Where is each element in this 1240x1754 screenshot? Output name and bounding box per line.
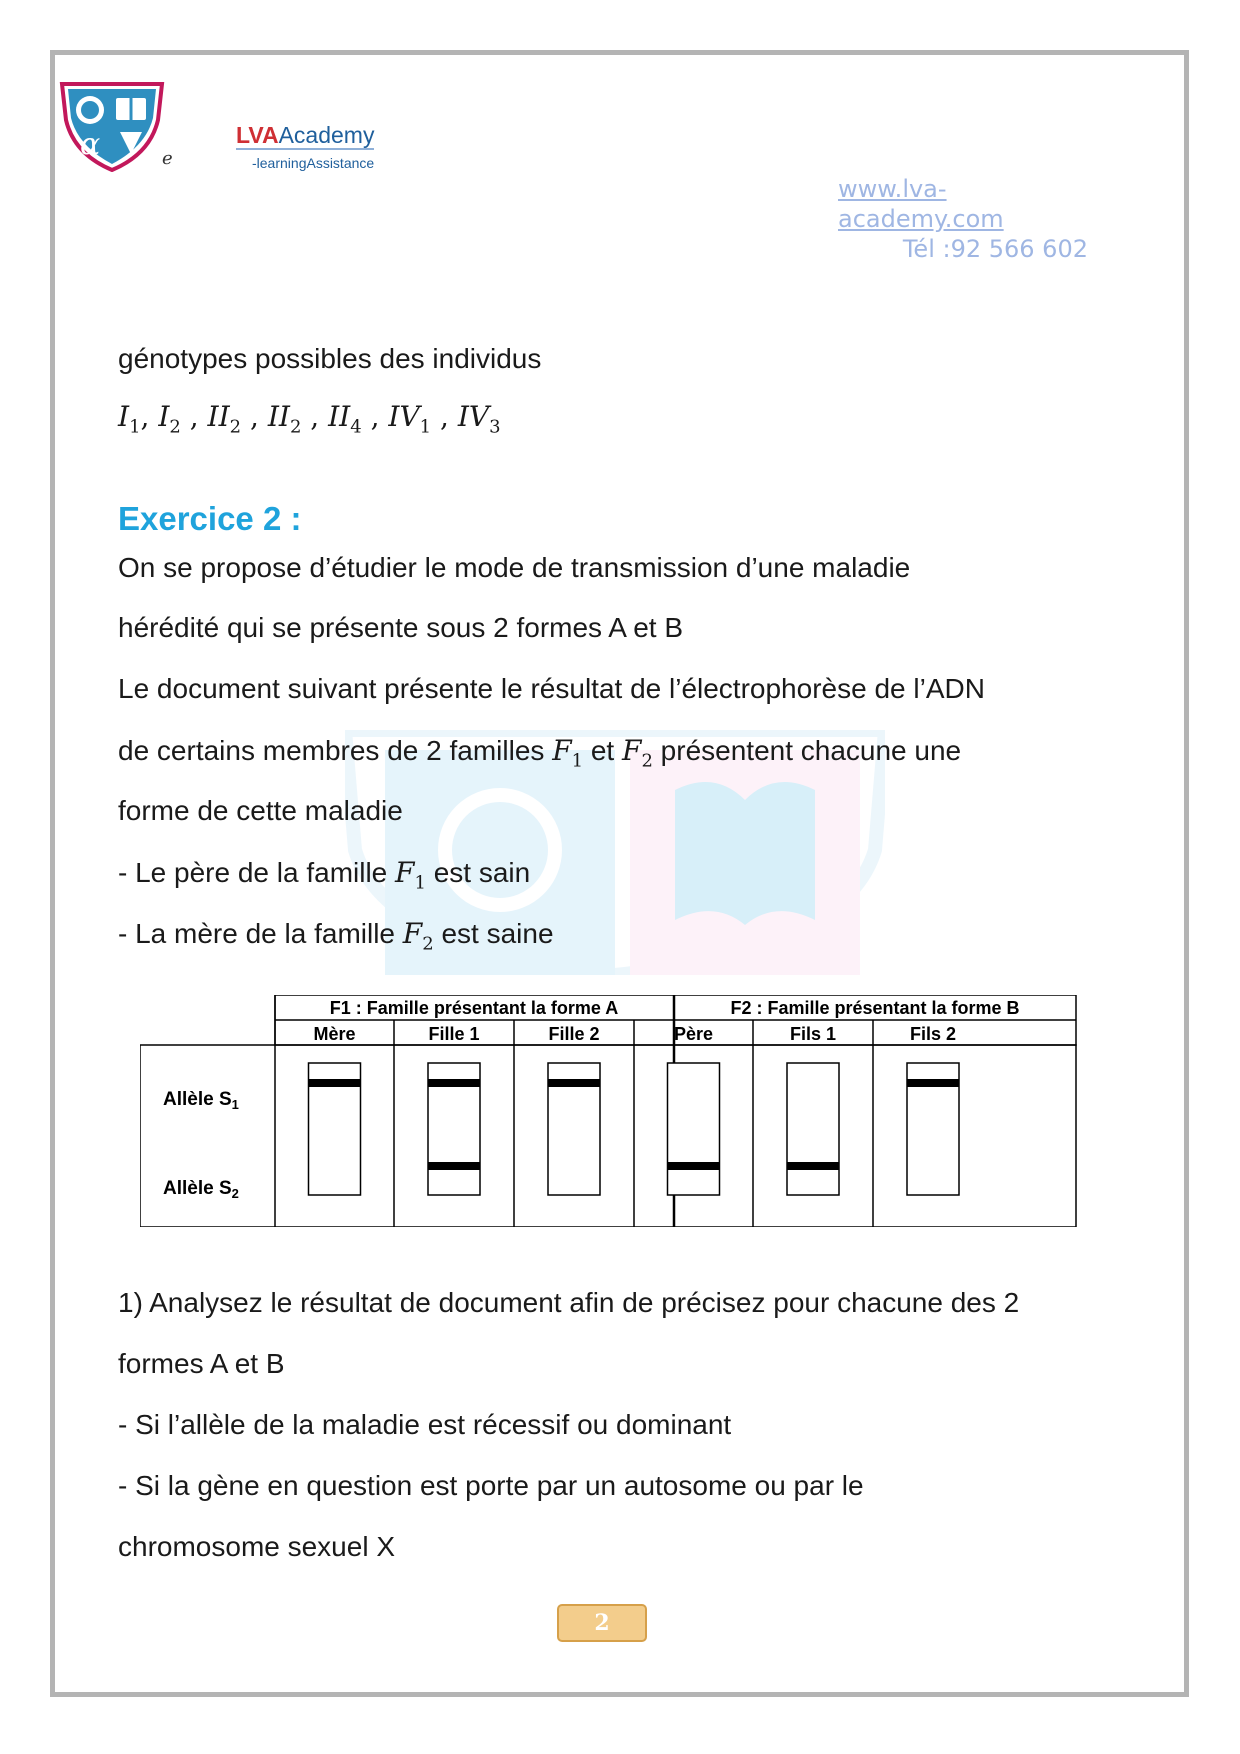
p2b-end: présentent chacune une (652, 735, 962, 766)
individual-i1: I (118, 400, 130, 433)
individual-i2: I (158, 400, 170, 433)
band-s2 (787, 1162, 839, 1170)
exercise-title: Exercice 2 : (118, 500, 302, 537)
column-header: Père (673, 1024, 714, 1044)
brand-prefix: LVA (236, 122, 279, 148)
column-header: Mère (313, 1024, 356, 1044)
brand-tagline: -learningAssistance (252, 155, 375, 171)
band-s1 (309, 1079, 361, 1087)
column-header: Fille 2 (548, 1024, 600, 1044)
band-s1 (428, 1079, 480, 1087)
phone-number: Tél :92 566 602 (902, 235, 1088, 263)
paragraph-2b (118, 734, 961, 772)
question-1a: 1) Analysez le résultat de document afin de précisez pour chacune des 2 (118, 1287, 1020, 1318)
paragraph-1a: On se propose d’étudier le mode de transmission d’une maladie (118, 552, 911, 583)
paragraph-1b: hérédité qui se présente sous 2 formes A et B (118, 612, 684, 643)
column-header: Fille 1 (428, 1024, 480, 1044)
paragraph-2c: forme de cette maladie (118, 795, 403, 826)
band-s2 (428, 1162, 480, 1170)
contact-block (838, 174, 1098, 264)
individual-ii2: II (207, 400, 230, 433)
family-f1-ref: $F_1$ (395, 856, 426, 894)
family-1-header: F1 : Famille présentant la forme A (329, 998, 619, 1018)
individual-ii4: II (328, 400, 351, 433)
website-link[interactable]: www.lva-academy.com (838, 175, 1004, 233)
individuals-list: $I_1$, $I_2$ , $II_2$ , $II_2$ , $II_4$ , $IV_1$ , $IV_3$ (118, 400, 501, 438)
family-f2: $F_2$ (622, 734, 653, 772)
lva-logo (58, 80, 166, 172)
question-1c: - Si l’allèle de la maladie est récessif ou dominant (118, 1409, 732, 1440)
brand-suffix: Academy (278, 122, 375, 148)
svg-text:α: α (80, 127, 101, 162)
logo-letter: e (162, 148, 173, 169)
family-f2-ref: $F_2$ (402, 917, 434, 955)
question-1b: formes A et B (118, 1348, 285, 1379)
brand-name (236, 122, 374, 150)
electrophoresis-table (140, 995, 1080, 1227)
page-number: 2 (557, 1604, 647, 1642)
family-f1: $F_1$ (552, 734, 584, 772)
p2b-mid: et (583, 735, 622, 766)
family-2-header: F2 : Famille présentant la forme B (730, 998, 1020, 1018)
band-s1 (907, 1079, 959, 1087)
individual-ii2: II (267, 400, 290, 433)
band-s1 (548, 1079, 600, 1087)
gel-lane (787, 1063, 839, 1195)
bullet-2: - La mère de la famille $F_2$ est saine (118, 917, 554, 955)
question-1e: chromosome sexuel X (118, 1531, 396, 1562)
question-1d: - Si la gène en question est porte par un autosome ou par le (118, 1470, 864, 1501)
bullet-1: - Le père de la famille $F_1$ est sain (118, 856, 531, 894)
paragraph-2a: Le document suivant présente le résultat de l’électrophorèse de l’ADN (118, 673, 985, 704)
column-header: Fils 1 (789, 1024, 837, 1044)
individual-iv1: IV (388, 400, 420, 433)
individual-iv3: IV (457, 400, 490, 433)
row-label-s1: Allèle $S_1$ (163, 1089, 239, 1112)
row-label-s2: Allèle $S_2$ (163, 1178, 239, 1201)
gel-lane (668, 1063, 720, 1195)
intro-line: génotypes possibles des individus (118, 343, 542, 374)
p2b-start: de certains membres de 2 familles (118, 735, 553, 766)
column-header: Fils 2 (909, 1024, 957, 1044)
band-s2 (668, 1162, 720, 1170)
